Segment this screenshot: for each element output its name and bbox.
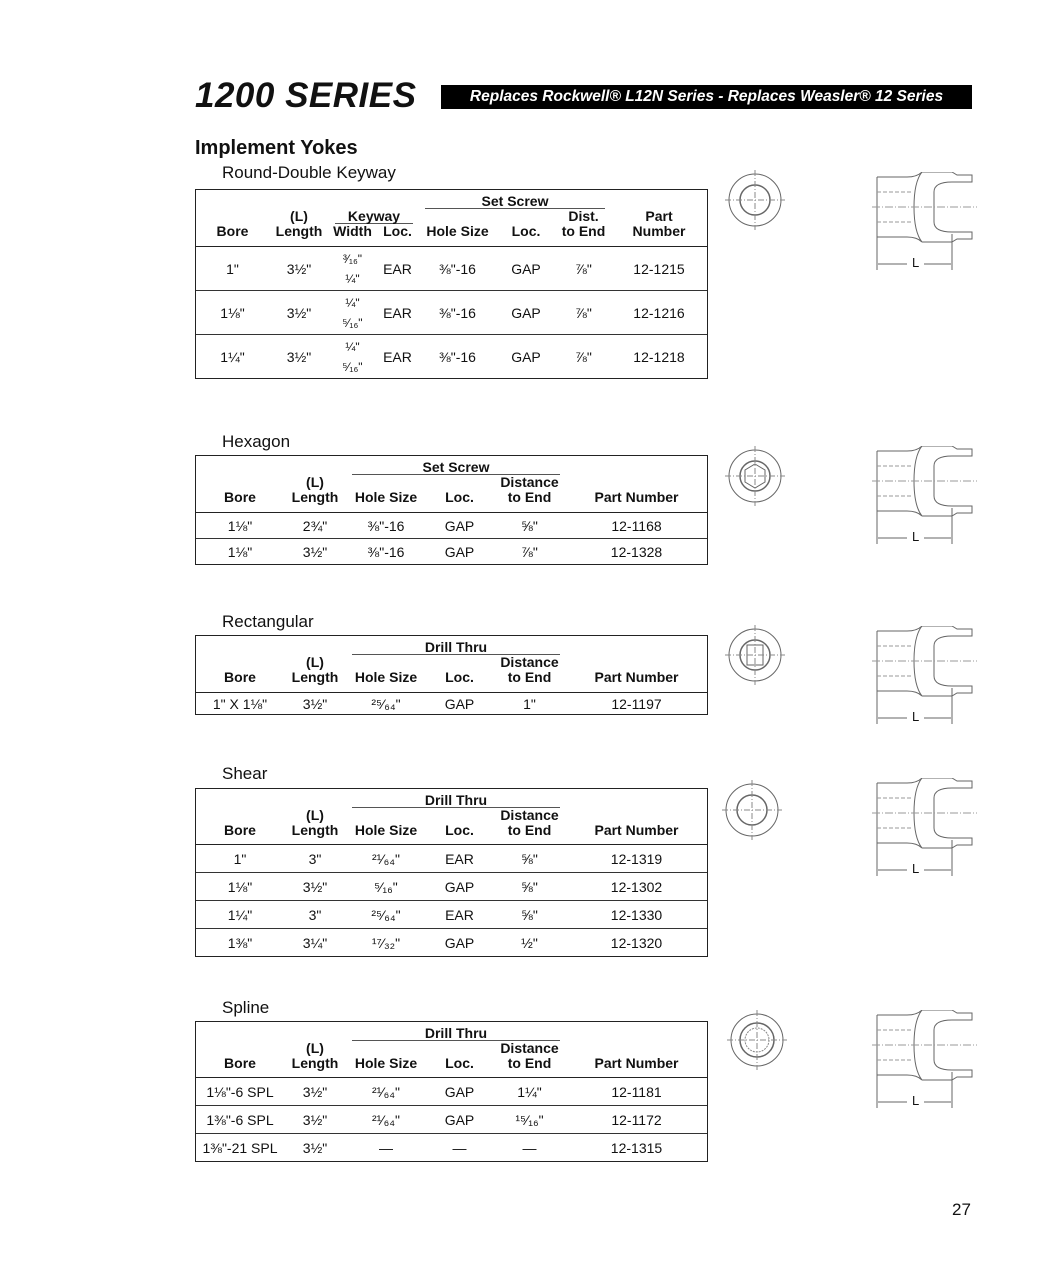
cell-bore: 1⅜"-21 SPL — [202, 1139, 278, 1156]
cell-part: 12-1172 — [611, 1111, 662, 1128]
end-view-drawing — [723, 444, 787, 508]
cell-hole: ⁵⁄₁₆" — [374, 878, 398, 895]
cell-dist: ⅞" — [575, 260, 592, 277]
cell-hole: ²¹⁄₆₄" — [372, 1083, 400, 1100]
header-part: Part Number — [594, 822, 679, 838]
header-l: (L) — [306, 807, 324, 823]
width-a: ³⁄₁₆" — [342, 251, 363, 266]
cell-hole-size: ⅜"-16 — [439, 260, 476, 277]
table-header — [196, 636, 707, 693]
header-dist: to End — [561, 223, 606, 239]
cell-part: 12-1328 — [610, 543, 663, 560]
cell-keyway-width — [329, 293, 376, 333]
header-hole: Hole Size — [354, 1055, 418, 1071]
cell-hole: ²⁵⁄₆₄" — [371, 695, 401, 712]
header-part: Part Number — [594, 1055, 679, 1071]
spec-table — [195, 455, 708, 565]
header-hole: Hole Size — [354, 822, 418, 838]
yoke-side-drawing — [872, 1010, 982, 1110]
length-dimension-label: L — [912, 861, 920, 876]
cell-length: 2¾" — [302, 517, 328, 534]
cell-hole: ¹⁷⁄₃₂" — [371, 934, 401, 951]
header-kloc: Loc. — [383, 223, 412, 239]
header-loc: Loc. — [445, 822, 474, 838]
cell-part: 12-1168 — [611, 517, 662, 534]
cell-dist: ⅝" — [521, 906, 538, 923]
header-distance: Distance — [500, 1040, 559, 1056]
table-title: Hexagon — [222, 432, 291, 451]
length-dimension-label: L — [912, 1093, 920, 1108]
cell-length: 3½" — [286, 260, 312, 277]
header-part: Part — [645, 208, 673, 224]
header-dist: to End — [507, 1055, 552, 1071]
header-hole: Hole Size — [354, 489, 418, 505]
header-width: Width — [333, 223, 372, 239]
header-length: Length — [291, 489, 339, 505]
cell-hole: ²¹⁄₆₄" — [372, 850, 400, 867]
header-bore: Bore — [224, 822, 256, 838]
header-length: Length — [291, 1055, 339, 1071]
length-dimension-label: L — [912, 255, 920, 270]
header-loc: Loc. — [445, 489, 474, 505]
table-header — [196, 1022, 707, 1078]
cell-keyway-loc: EAR — [383, 304, 412, 321]
cell-bore: 1⅜" — [227, 934, 253, 951]
yoke-side-drawing — [872, 626, 982, 726]
cell-hole: — — [379, 1139, 393, 1156]
header-length: Length — [291, 669, 339, 685]
cell-bore: 1⅜"-6 SPL — [206, 1111, 274, 1128]
cell-dist: ½" — [521, 934, 538, 951]
cell-bore: 1⅛" — [227, 543, 253, 560]
cell-hole-size: ⅜"-16 — [439, 348, 476, 365]
table-row — [196, 901, 707, 929]
cell-loc: GAP — [444, 934, 475, 951]
width-b: ⁵⁄₁₆" — [342, 315, 363, 330]
cell-bore: 1" — [226, 260, 239, 277]
cell-dist: — — [522, 1139, 537, 1156]
table-row — [196, 693, 707, 714]
cell-loc: — — [452, 1139, 467, 1156]
table-row — [196, 929, 707, 956]
header-distance: Distance — [500, 474, 559, 490]
section-heading: Implement Yokes — [195, 137, 358, 159]
table-row — [196, 539, 707, 564]
spec-table — [195, 189, 708, 379]
table-title: Shear — [222, 764, 268, 783]
width-a: ¼" — [345, 295, 360, 310]
cell-hole-size: ⅜"-16 — [439, 304, 476, 321]
cell-loc: GAP — [444, 1111, 475, 1128]
cell-length: 3½" — [286, 348, 312, 365]
cell-length: 3½" — [302, 878, 328, 895]
yoke-side-drawing — [872, 172, 982, 272]
cell-dist: 1" — [523, 695, 536, 712]
cell-part: 12-1330 — [610, 906, 663, 923]
cell-loc: GAP — [444, 517, 475, 534]
table-header — [196, 789, 707, 845]
cell-part: 12-1302 — [610, 878, 663, 895]
header-distance: Distance — [500, 654, 559, 670]
cell-dist: ⅞" — [575, 348, 592, 365]
header-bore: Bore — [224, 489, 256, 505]
cell-bore: 1⅛" — [227, 878, 253, 895]
cell-loc: GAP — [444, 878, 475, 895]
cell-bore: 1¼" — [227, 906, 253, 923]
header-group: Drill Thru — [352, 793, 560, 808]
header-l: (L) — [306, 654, 324, 670]
header-bore: Bore — [224, 1055, 256, 1071]
table-title: Spline — [222, 998, 270, 1017]
cell-loc: GAP — [511, 348, 541, 365]
cell-length: 3½" — [302, 543, 328, 560]
length-dimension-label: L — [912, 709, 920, 724]
cell-dist: ⅝" — [521, 878, 538, 895]
cell-keyway-loc: EAR — [383, 348, 412, 365]
header-l: (L) — [306, 1040, 324, 1056]
header-distance: Distance — [500, 807, 559, 823]
header-bore: Bore — [216, 223, 249, 239]
replaces-banner: Replaces Rockwell® L12N Series - Replaces Weasler® 12 Series — [441, 85, 972, 109]
cell-dist: ⅝" — [521, 517, 538, 534]
cell-loc: EAR — [445, 906, 474, 923]
header-part: Part Number — [594, 669, 679, 685]
cell-keyway-width — [329, 337, 376, 377]
header-loc: Loc. — [511, 223, 541, 239]
width-a: ¼" — [345, 339, 360, 354]
header-dist: to End — [507, 822, 552, 838]
cell-loc: GAP — [511, 260, 541, 277]
cell-bore: 1" — [233, 850, 247, 867]
header-l: (L) — [306, 474, 324, 490]
cell-length: 3" — [308, 850, 322, 867]
page-number: 27 — [952, 1200, 971, 1219]
table-title: Rectangular — [222, 612, 314, 631]
cell-bore: 1⅛" — [227, 517, 253, 534]
header-part: Number — [632, 223, 686, 239]
cell-loc: EAR — [445, 850, 474, 867]
header-dist: to End — [507, 669, 552, 685]
header-keyway: Keyway — [335, 209, 413, 224]
cell-length: 3½" — [286, 304, 312, 321]
end-view-drawing — [723, 168, 787, 232]
cell-part: 12-1319 — [610, 850, 663, 867]
header-dist: Dist. — [568, 208, 599, 224]
cell-part: 12-1320 — [610, 934, 663, 951]
cell-dist: ⅝" — [521, 850, 538, 867]
cell-bore: 1¼" — [220, 348, 245, 365]
cell-part-number: 12-1215 — [633, 260, 685, 277]
table-header — [196, 190, 707, 247]
cell-dist: ⅞" — [575, 304, 592, 321]
cell-length: 3¼" — [302, 934, 328, 951]
width-b: ¼" — [345, 271, 360, 286]
cell-bore: 1" X 1⅛" — [212, 695, 268, 712]
table-row — [196, 873, 707, 901]
table-row — [196, 247, 707, 291]
cell-part-number: 12-1216 — [633, 304, 685, 321]
table-row — [196, 1078, 707, 1106]
yoke-side-drawing — [872, 778, 982, 878]
yoke-side-drawing — [872, 446, 982, 546]
table-row — [196, 1134, 707, 1161]
cell-hole: ⅜"-16 — [367, 543, 405, 560]
cell-dist: 1¼" — [517, 1083, 542, 1100]
header-bore: Bore — [224, 669, 256, 685]
cell-dist: ¹⁵⁄₁₆" — [515, 1111, 544, 1128]
cell-loc: GAP — [444, 695, 475, 712]
header-loc: Loc. — [445, 669, 474, 685]
cell-loc: GAP — [444, 543, 475, 560]
table-title: Round-Double Keyway — [222, 163, 396, 182]
end-view-drawing — [723, 623, 787, 687]
table-row — [196, 1106, 707, 1134]
header-l: (L) — [290, 208, 308, 224]
table-header — [196, 456, 707, 513]
table-row — [196, 845, 707, 873]
cell-loc: GAP — [511, 304, 541, 321]
cell-length: 3" — [308, 906, 322, 923]
cell-length: 3½" — [302, 695, 328, 712]
cell-length: 3½" — [302, 1111, 328, 1128]
header-group: Drill Thru — [352, 640, 560, 655]
end-view-drawing — [725, 1008, 789, 1072]
header-length: Length — [291, 822, 339, 838]
cell-length: 3½" — [302, 1139, 328, 1156]
cell-part: 12-1197 — [611, 695, 662, 712]
header-loc: Loc. — [445, 1055, 474, 1071]
cell-keyway-loc: EAR — [383, 260, 412, 277]
cell-loc: GAP — [444, 1083, 475, 1100]
header-group: Drill Thru — [352, 1026, 560, 1041]
table-row — [196, 513, 707, 539]
header-part: Part Number — [594, 489, 679, 505]
cell-bore: 1⅛"-6 SPL — [206, 1083, 274, 1100]
cell-part-number: 12-1218 — [633, 348, 685, 365]
table-row — [196, 335, 707, 378]
header-dist: to End — [507, 489, 552, 505]
cell-hole: ⅜"-16 — [367, 517, 405, 534]
cell-hole: ²¹⁄₆₄" — [372, 1111, 400, 1128]
header-hole: Hole Size — [426, 223, 489, 239]
cell-dist: ⅞" — [521, 543, 538, 560]
cell-hole: ²⁵⁄₆₄" — [371, 906, 401, 923]
spec-table — [195, 788, 708, 957]
header-group: Set Screw — [425, 194, 605, 209]
header-hole: Hole Size — [354, 669, 418, 685]
cell-part: 12-1181 — [611, 1083, 662, 1100]
cell-keyway-width — [329, 249, 376, 289]
end-view-drawing — [720, 778, 784, 842]
cell-bore: 1⅛" — [220, 304, 245, 321]
header-group: Set Screw — [352, 460, 560, 475]
table-row — [196, 291, 707, 335]
cell-part: 12-1315 — [610, 1139, 663, 1156]
header-length: Length — [275, 223, 323, 239]
width-b: ⁵⁄₁₆" — [342, 359, 363, 374]
spec-table — [195, 635, 708, 715]
series-title: 1200 SERIES — [195, 76, 417, 115]
length-dimension-label: L — [912, 529, 920, 544]
cell-length: 3½" — [302, 1083, 328, 1100]
spec-table — [195, 1021, 708, 1162]
